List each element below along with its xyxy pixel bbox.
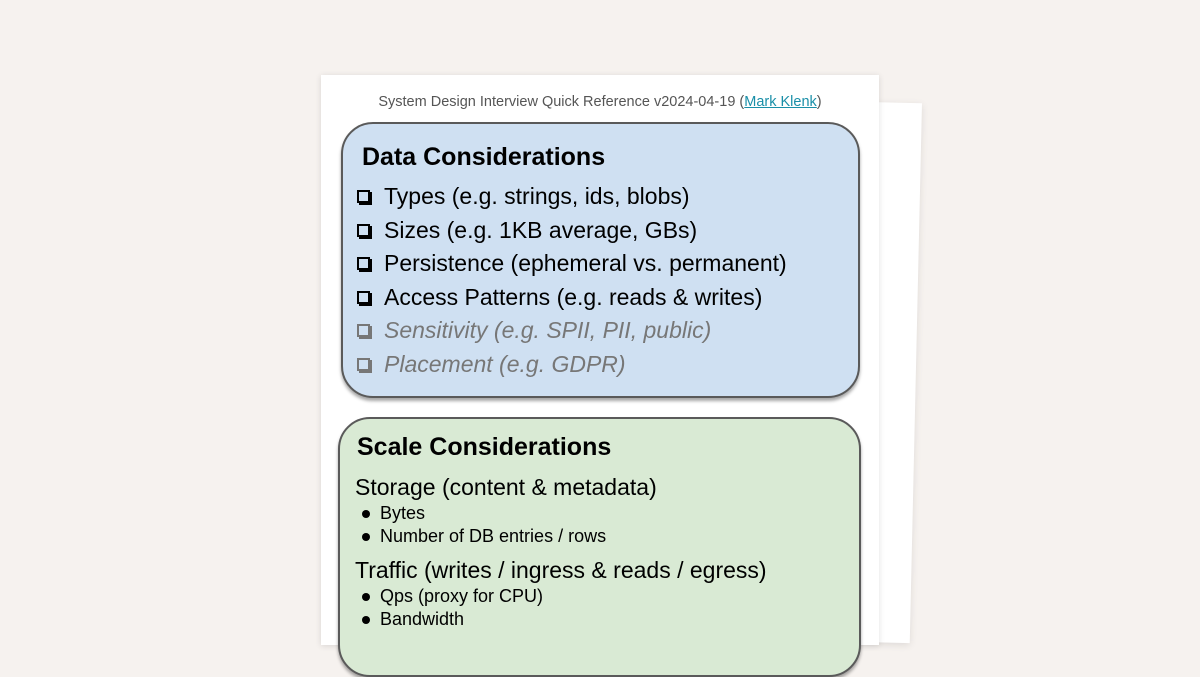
bullet-label: Number of DB entries / rows xyxy=(380,526,607,546)
scale-considerations-title: Scale Considerations xyxy=(357,433,612,461)
bullet-icon xyxy=(362,533,370,541)
bullet-item xyxy=(355,608,767,631)
bullet-item xyxy=(355,525,657,548)
checkbox-icon[interactable] xyxy=(357,257,370,270)
checklist-item-label: Placement (e.g. GDPR) xyxy=(384,350,626,377)
header-text: System Design Interview Quick Reference v2024-04-19 ( xyxy=(378,94,745,110)
bullet-item xyxy=(355,502,657,525)
bullet-list xyxy=(355,502,657,548)
data-considerations-card xyxy=(341,122,860,398)
checkbox-icon[interactable] xyxy=(357,224,370,237)
bullet-icon xyxy=(362,616,370,624)
storage-section xyxy=(355,472,657,548)
checkbox-icon[interactable] xyxy=(357,190,370,203)
checklist-item-label: Sensitivity (e.g. SPII, PII, public) xyxy=(384,317,712,344)
bullet-item xyxy=(355,585,767,608)
checkbox-icon[interactable] xyxy=(357,291,370,304)
section-heading: Traffic (writes / ingress & reads / egress) xyxy=(355,557,767,583)
checklist-item[interactable] xyxy=(357,180,787,214)
checklist-item-optional[interactable] xyxy=(357,314,787,348)
checkbox-icon[interactable] xyxy=(357,324,370,337)
bullet-label: Bandwidth xyxy=(380,609,465,629)
traffic-section xyxy=(355,555,767,631)
bullet-list xyxy=(355,585,767,631)
checklist-item-label: Sizes (e.g. 1KB average, GBs) xyxy=(384,216,698,243)
reference-page xyxy=(321,75,879,645)
checklist-item-optional[interactable] xyxy=(357,348,787,382)
bullet-icon xyxy=(362,593,370,601)
author-link[interactable]: Mark Klenk xyxy=(744,94,817,110)
bullet-label: Qps (proxy for CPU) xyxy=(380,586,544,606)
scale-considerations-card xyxy=(338,417,861,677)
page-header xyxy=(321,94,879,110)
header-close-paren: ) xyxy=(816,94,822,110)
checklist-item-label: Persistence (ephemeral vs. permanent) xyxy=(384,250,787,277)
section-heading: Storage (content & metadata) xyxy=(355,474,657,500)
checklist-item-label: Types (e.g. strings, ids, blobs) xyxy=(384,183,690,210)
checklist-item-label: Access Patterns (e.g. reads & writes) xyxy=(384,283,763,310)
checklist-item[interactable] xyxy=(357,214,787,248)
data-considerations-checklist xyxy=(357,180,787,381)
checkbox-icon[interactable] xyxy=(357,358,370,371)
bullet-label: Bytes xyxy=(380,503,426,523)
data-considerations-title: Data Considerations xyxy=(362,143,606,171)
checklist-item[interactable] xyxy=(357,247,787,281)
checklist-item[interactable] xyxy=(357,281,787,315)
bullet-icon xyxy=(362,510,370,518)
